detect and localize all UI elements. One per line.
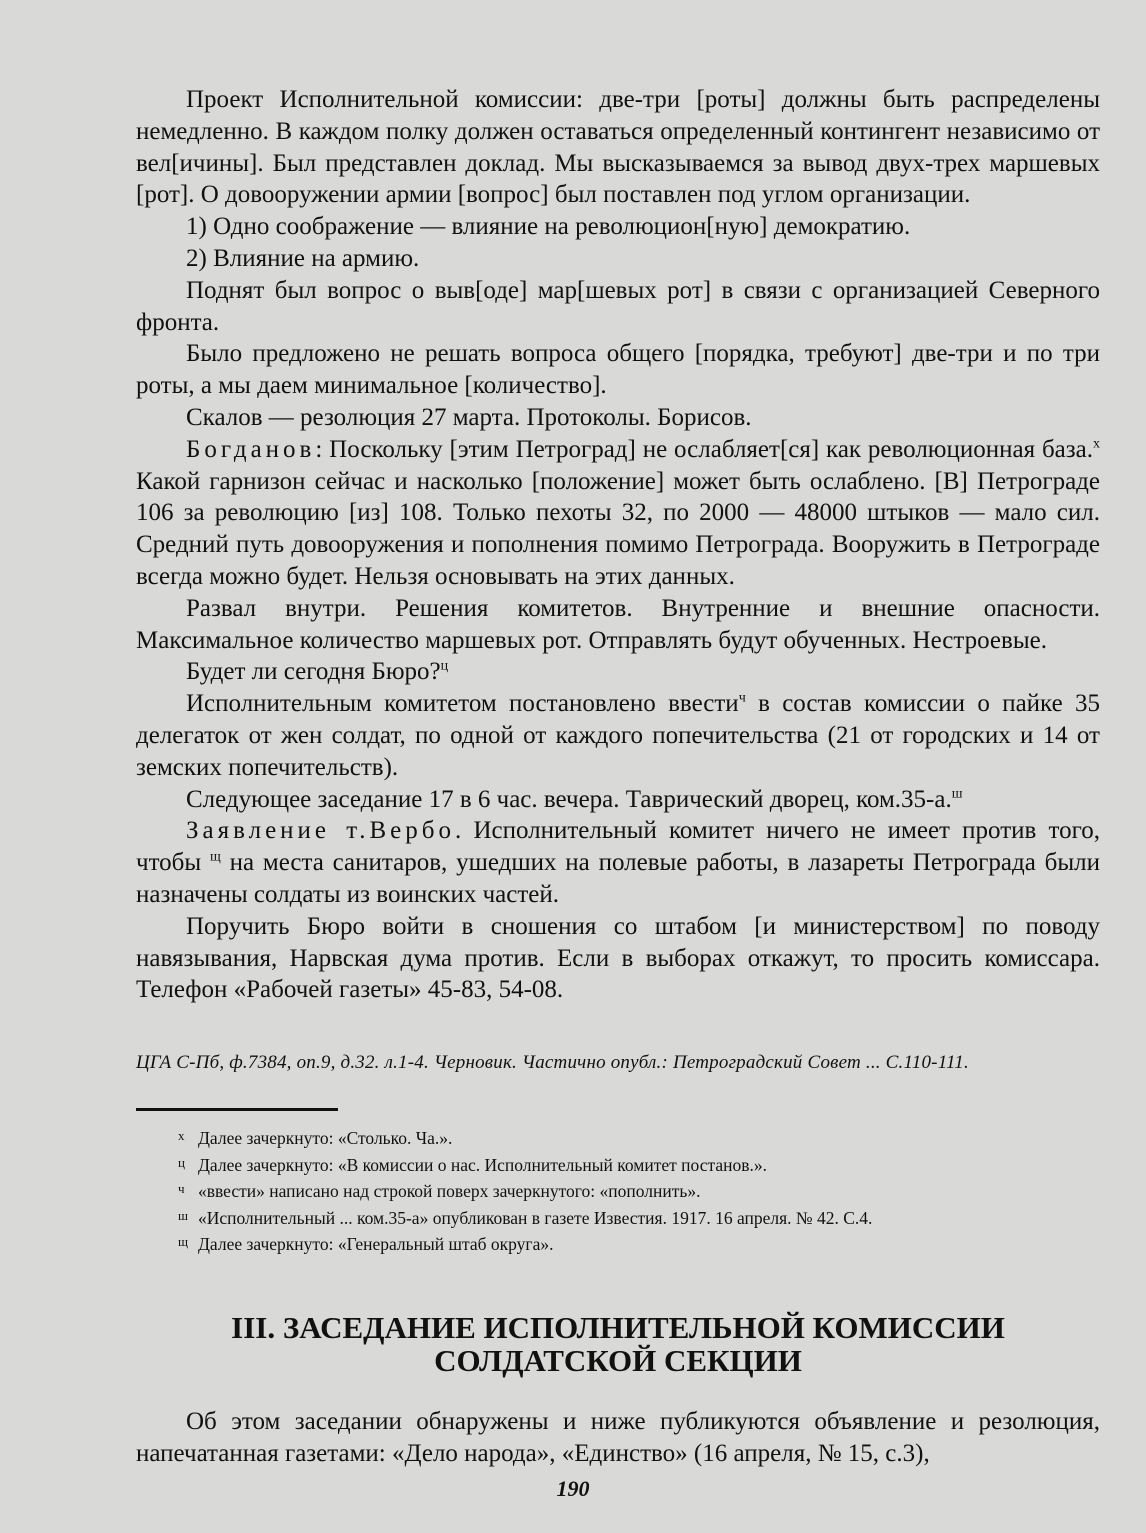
footnotes bbox=[178, 1124, 1098, 1257]
paragraph: Будет ли сегодня Бюро?$^ц$ bbox=[186, 658, 449, 686]
paragraph: Поручить Бюро войти в сношения со штабом [и министерством] по поводу навязывания, Нарвская дума против. Если в выборах откажут, то просить комиссара. Телефон «Рабочей газеты» 45-83, 54-08. bbox=[136, 912, 1100, 1004]
footnote-mark: ц bbox=[178, 1154, 185, 1170]
footnote-mark: щ bbox=[178, 1234, 189, 1249]
footnote-mark: ч bbox=[178, 1181, 185, 1196]
statement-title: Заявление т.Вербо bbox=[186, 817, 455, 845]
footnote: щ Далее зачеркнуто: «Генеральный штаб округа». bbox=[178, 1230, 1098, 1257]
speaker-name: Богданов bbox=[186, 435, 316, 463]
footnote-marker: ц bbox=[440, 659, 449, 675]
archive-source-citation: ЦГА С-Пб, ф.7384, оп.9, д.32. л.1-4. Черновик. Частично опубл.: Петроградский Совет ... С.110-111. bbox=[136, 1052, 969, 1073]
paragraph: Проект Исполнительной комиссии: две-три [роты] должны быть распределены немедленно. В каждом полку должен оставаться определенный контингент независимо от вел[ичины]. Был представлен доклад. Мы высказываемся за вывод двух-трех маршевых [рот]. О довооружении армии [вопрос] был поставлен под углом организации. bbox=[136, 86, 1100, 209]
page-number: 190 bbox=[556, 1476, 590, 1501]
footnote-marker: щ bbox=[210, 849, 221, 865]
section-intro bbox=[136, 1406, 1100, 1470]
footnote: ш «Исполнительный ... ком.35-а» опубликован в газете Известия. 1917. 16 апреля. № 42. С.4. bbox=[178, 1204, 1098, 1231]
footnote-marker: ш bbox=[951, 786, 963, 802]
protocol-body bbox=[136, 84, 1100, 1006]
section-heading bbox=[136, 1311, 1100, 1377]
intro-paragraph: Об этом заседании обнаружены и ниже публикуются объявление и резолюция, напечатанная газетами: «Дело народа», «Единство» (16 апреля, № 15, с.3), bbox=[136, 1408, 1100, 1467]
footnote-mark: х bbox=[178, 1128, 185, 1143]
paragraph: Скалов — резолюция 27 марта. Протоколы. Борисов. bbox=[186, 403, 752, 431]
paragraph: 2) Влияние на армию. bbox=[186, 244, 420, 272]
paragraph: Заявление т.Вербо. Исполнительный комитет ничего не имеет против того, чтобы $^щ$ на места санитаров, ушедших на полевые работы, в лазареты Петрограда были назначены солдаты из воинских частей. bbox=[136, 817, 1100, 908]
paragraph: 1) Одно соображение — влияние на революцион[ную] демократию. bbox=[186, 213, 911, 241]
paragraph: Развал внутри. Решения комитетов. Внутренние и внешние опасности. Максимальное количество маршевых рот. Отправлять будут обученных. Нестроевые. bbox=[136, 594, 1100, 654]
footnote: ц Далее зачеркнуто: «В комиссии о нас. Исполнительный комитет постанов.». bbox=[178, 1151, 1098, 1178]
footnote-marker: х bbox=[1093, 436, 1100, 452]
footnote: х Далее зачеркнуто: «Столько. Ча.». bbox=[178, 1124, 1098, 1151]
footnote: ч «ввести» написано над строкой поверх зачеркнутого: «пополнить». bbox=[178, 1177, 1098, 1204]
paragraph: Исполнительным комитетом постановлено ввести$^ч$ в состав комиссии о пайке 35 делегаток от жен солдат, по одной от каждого попечительства (21 от городских и 14 от земских попечительств). bbox=[136, 690, 1101, 781]
paragraph: Было предложено не решать вопроса общего [порядка, требуют] две-три и по три роты, а мы даем минимальное [количество]. bbox=[136, 340, 1100, 400]
section-heading-line-2: СОЛДАТСКОЙ СЕКЦИИ bbox=[434, 1343, 802, 1378]
section-heading-line-1: III. ЗАСЕДАНИЕ ИСПОЛНИТЕЛЬНОЙ КОМИССИИ bbox=[231, 1310, 1005, 1345]
footnote-divider bbox=[136, 1108, 338, 1111]
paragraph: Богданов: Поскольку [этим Петроград] не ослабляет[ся] как революционная база.$^х$ Какой гарнизон сейчас и насколько [положение] может быть ослаблено. [В] Петрограде 106 за революцию [из] 108. Только пехоты 32, по 2000 — 48000 штыков — мало сил. Средний путь довооружения и пополнения помимо Петрограда. Вооружить в Петрограде всегда можно будет. Нельзя основывать на этих данных. bbox=[136, 435, 1100, 590]
footnote-marker: ч bbox=[738, 690, 746, 706]
paragraph: Следующее заседание 17 в 6 час. вечера. Таврический дворец, ком.35-а.$^ш$ bbox=[186, 785, 963, 813]
footnote-mark: ш bbox=[178, 1207, 189, 1223]
paragraph: Поднят был вопрос о выв[оде] мар[шевых рот] в связи с организацией Северного фронта. bbox=[136, 276, 1100, 336]
